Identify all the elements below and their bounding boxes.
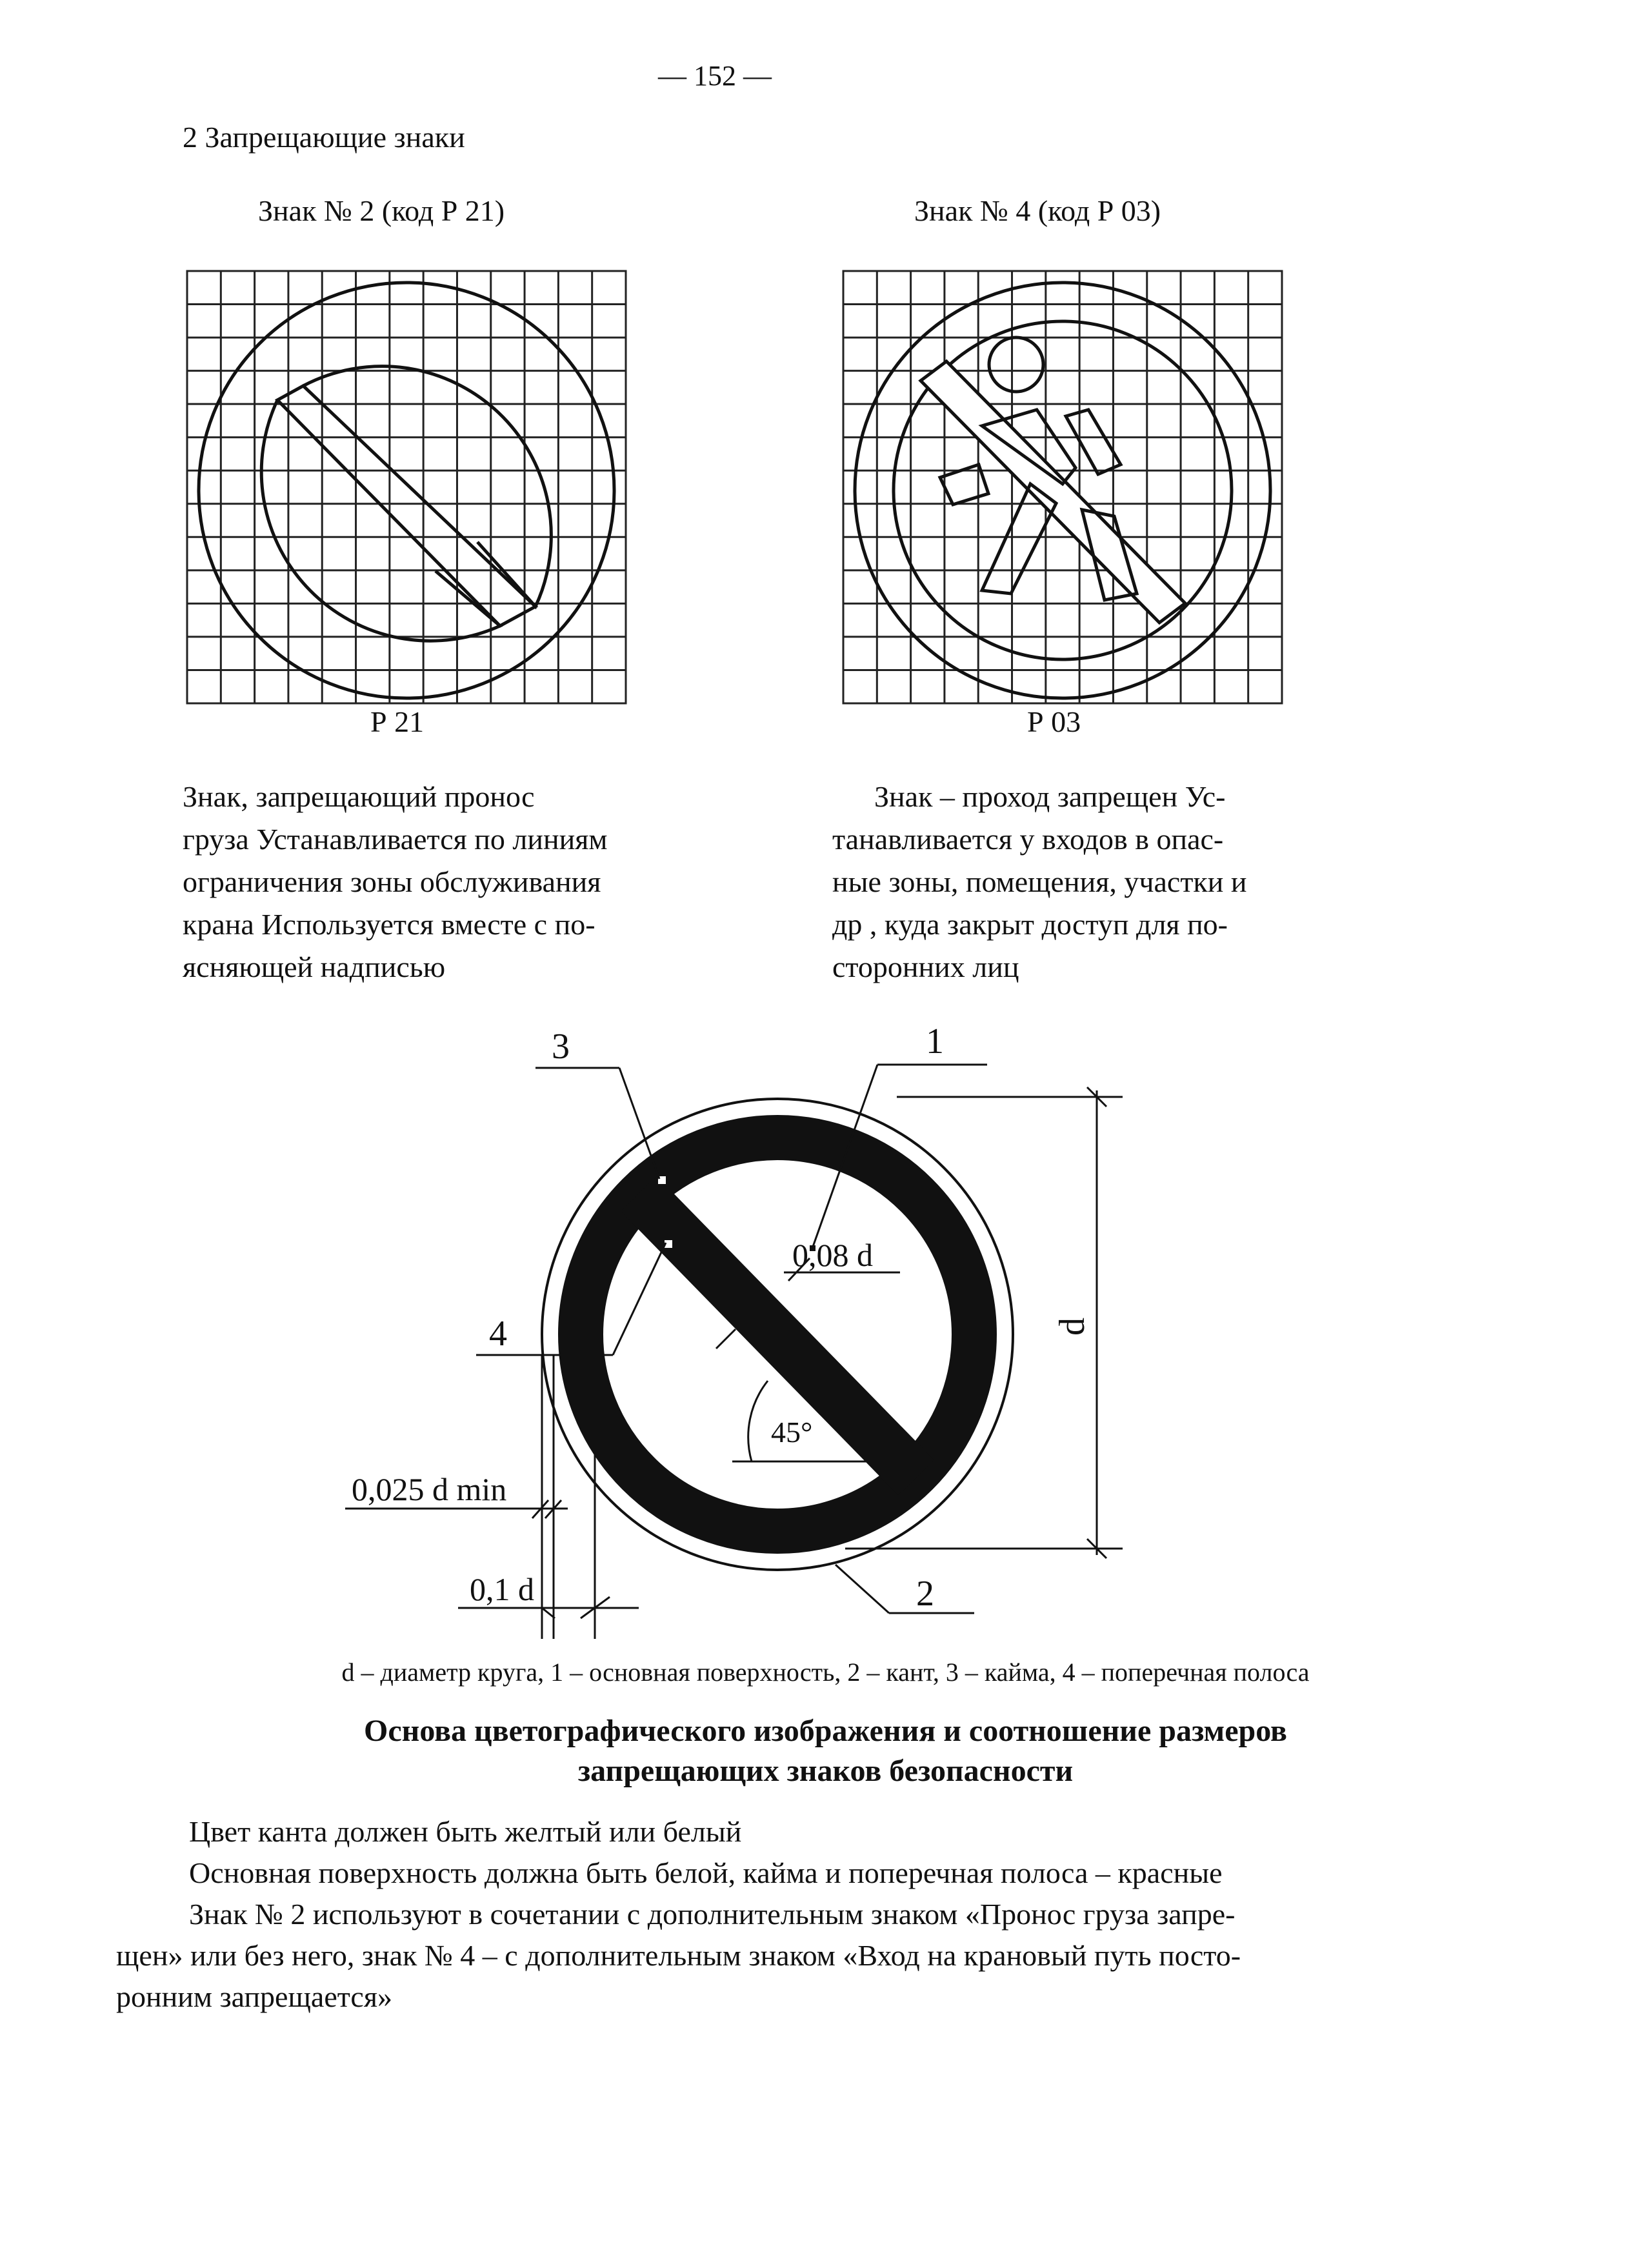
desc-line: ясняющей надписью bbox=[183, 950, 446, 983]
title-line: запрещающих знаков безопасности bbox=[577, 1754, 1074, 1788]
body-line: Цвет канта должен быть желтый или белый bbox=[189, 1815, 742, 1848]
desc-line: груза Устанавливается по линиям bbox=[183, 823, 608, 856]
label-0025d: 0,025 d min bbox=[352, 1471, 507, 1507]
code-label-p03: Р 03 bbox=[1027, 705, 1081, 738]
label-2: 2 bbox=[916, 1574, 934, 1614]
leader-3-diag bbox=[619, 1068, 659, 1179]
label-d: d bbox=[1052, 1318, 1092, 1336]
figure-title bbox=[0, 1711, 1651, 1791]
code-label-p21: Р 21 bbox=[370, 705, 425, 738]
body-line: ронним запрещается» bbox=[116, 1980, 392, 2013]
desc-line: др , куда закрыт доступ для по- bbox=[832, 908, 1228, 941]
body-line: Основная поверхность должна быть белой, кайма и поперечная полоса – красные bbox=[189, 1856, 1223, 1889]
sign-right-heading: Знак № 4 (код Р 03) bbox=[914, 194, 1161, 227]
label-4: 4 bbox=[489, 1314, 507, 1354]
title-line: Основа цветографического изображения и соотношение размеров bbox=[364, 1714, 1287, 1748]
page-number: — 152 — bbox=[658, 60, 772, 92]
leader-2-diag bbox=[836, 1565, 889, 1613]
label-01d: 0,1 d bbox=[470, 1571, 534, 1607]
figure-caption: d – диаметр круга, 1 – основная поверхность, 2 – кант, 3 – кайма, 4 – поперечная полоса bbox=[341, 1658, 1310, 1687]
label-angle: 45° bbox=[771, 1416, 813, 1449]
desc-line: сторонних лиц bbox=[832, 950, 1019, 983]
desc-line: Знак – проход запрещен Ус- bbox=[874, 780, 1226, 813]
label-1: 1 bbox=[926, 1021, 944, 1061]
angle-arc bbox=[748, 1381, 768, 1461]
leader-4-diag bbox=[613, 1243, 666, 1355]
desc-line: танавливается у входов в опас- bbox=[832, 823, 1224, 856]
desc-line: крана Используется вместе с по- bbox=[183, 908, 595, 941]
sign-left-heading: Знак № 2 (код Р 21) bbox=[258, 194, 505, 227]
desc-line: ные зоны, помещения, участки и bbox=[832, 865, 1247, 898]
label-3: 3 bbox=[552, 1027, 570, 1067]
label-008d: 0,08 d bbox=[792, 1237, 873, 1273]
body-line: щен» или без него, знак № 4 – с дополнительным знаком «Вход на крановый путь посто- bbox=[116, 1939, 1241, 1972]
desc-line: ограничения зоны обслуживания bbox=[183, 865, 601, 898]
desc-line: Знак, запрещающий пронос bbox=[183, 780, 535, 813]
body-line: Знак № 2 используют в сочетании с дополнительным знаком «Пронос груза запре- bbox=[189, 1898, 1236, 1931]
section-heading: 2 Запрещающие знаки bbox=[183, 121, 465, 154]
